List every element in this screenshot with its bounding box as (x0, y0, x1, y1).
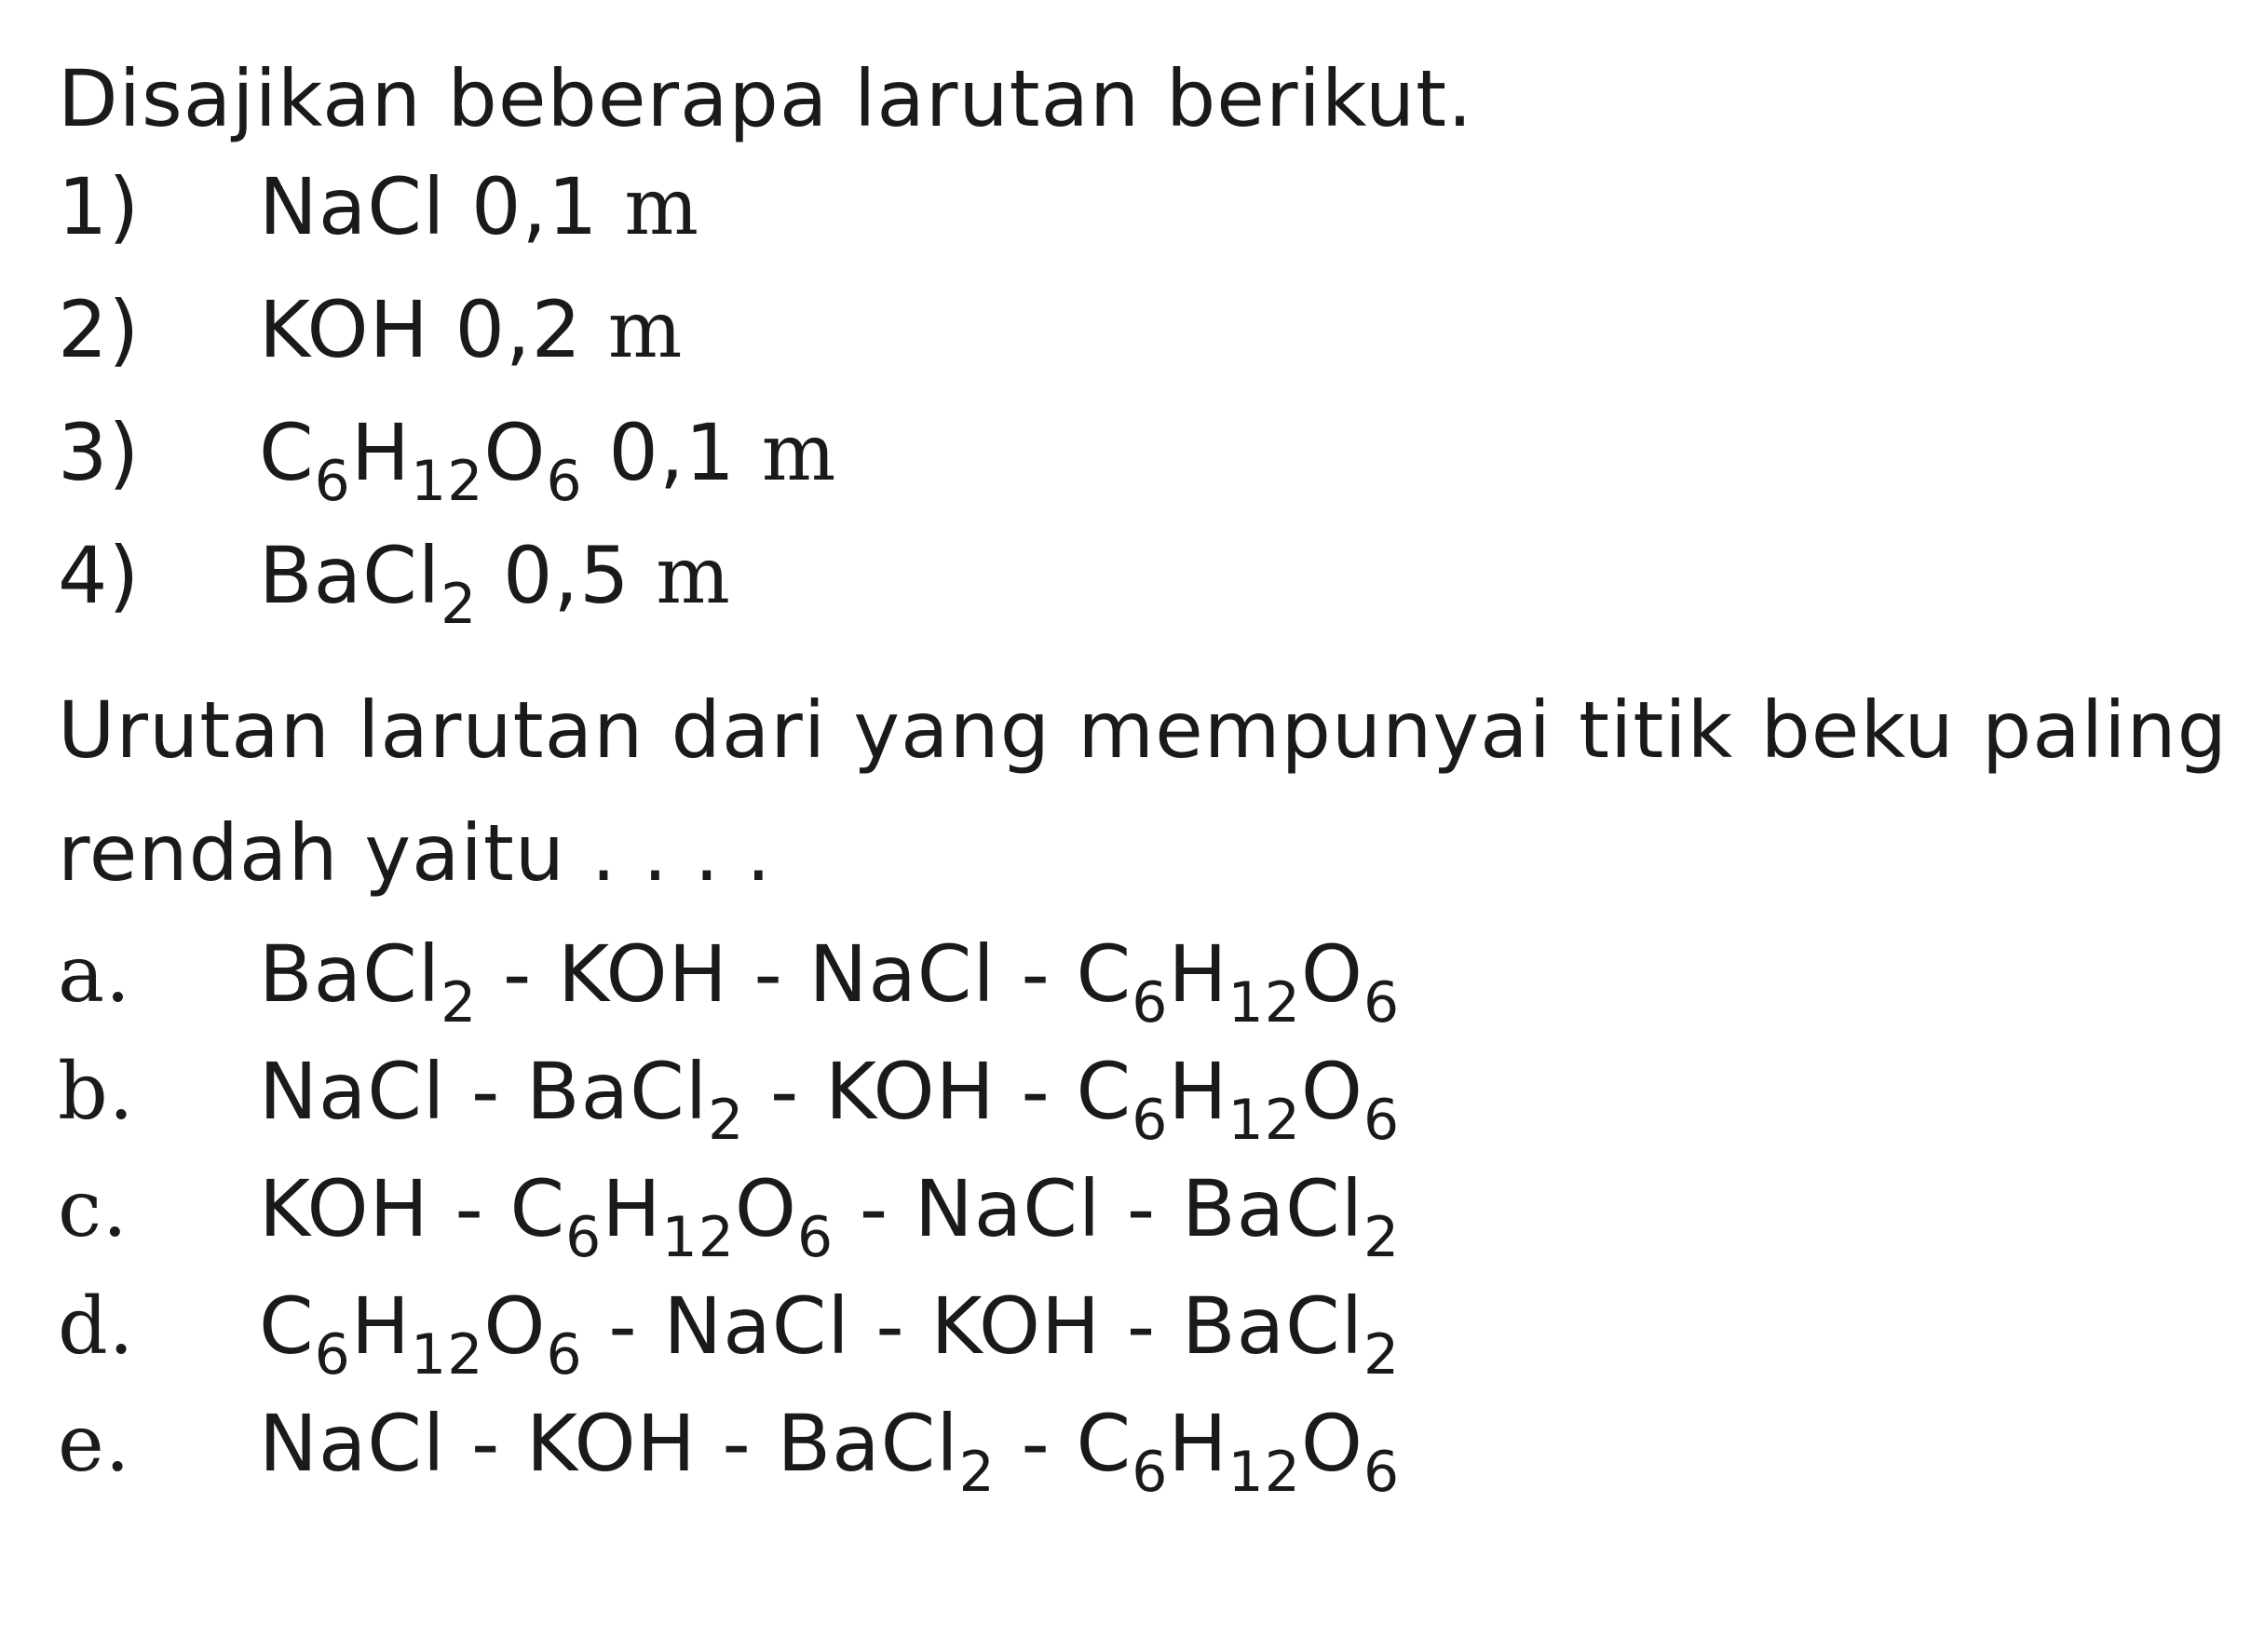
formula-subscript: 6 (1363, 970, 1401, 1036)
sequence-formula (259, 1280, 583, 1388)
formula-symbol: BaCl (259, 530, 441, 621)
sequence-separator: - (834, 1163, 915, 1254)
formula-symbol: C (1076, 1046, 1132, 1137)
formula-subscript: 12 (411, 1322, 484, 1388)
formula-symbol: NaCl (808, 928, 996, 1020)
formula-subscript: 6 (797, 1205, 834, 1270)
sequence-separator: - (445, 1046, 527, 1137)
sequence-formula (259, 928, 478, 1036)
formula-symbol: KOH (558, 928, 728, 1020)
molality-unit: m (624, 161, 699, 252)
sequence-formula (259, 1046, 445, 1137)
sequence-formula (663, 1280, 849, 1372)
question-text: Urutan larutan dari yang mempunyai titik beku paling rendah yaitu . . . . (58, 684, 2228, 899)
solute-formula (259, 284, 429, 375)
formula-symbol: O (1300, 928, 1364, 1020)
formula-symbol: O (1300, 1046, 1364, 1137)
formula-subscript: 6 (1132, 970, 1169, 1036)
option-letter: a. (58, 928, 131, 1020)
sequence-separator: - (1101, 1280, 1182, 1372)
formula-symbol: C (259, 1280, 315, 1372)
option-letter: c. (58, 1163, 129, 1254)
formula-symbol: NaCl (259, 1398, 446, 1489)
sequence-formula (1076, 1046, 1401, 1153)
formula-symbol: KOH (259, 1163, 429, 1254)
formula-subscript: 12 (1227, 1088, 1301, 1153)
sequence-separator: - (445, 1398, 527, 1489)
formula-subscript: 2 (958, 1440, 996, 1505)
formula-symbol: H (350, 1280, 412, 1372)
formula-symbol: C (259, 407, 315, 498)
formula-subscript: 12 (661, 1205, 735, 1270)
molality-unit: m (761, 407, 837, 498)
solution-item (58, 402, 2228, 525)
sequence-separator: - (995, 928, 1077, 1020)
solution-item (58, 525, 2228, 648)
sequence-separator: - (995, 1046, 1077, 1137)
sequence-separator: - (1101, 1163, 1182, 1254)
sequence-formula (509, 1163, 834, 1270)
sequence-formula (259, 1398, 445, 1489)
formula-symbol: BaCl (526, 1046, 709, 1137)
formula-symbol: BaCl (1181, 1163, 1364, 1254)
sequence-formula (1076, 1398, 1401, 1505)
problem-page (58, 48, 2228, 1510)
sequence-formula (1181, 1280, 1401, 1388)
formula-symbol: BaCl (259, 928, 441, 1020)
sequence-formula (1076, 928, 1401, 1036)
sequence-separator: - (696, 1398, 778, 1489)
molality-value: 0,2 (428, 284, 608, 375)
formula-symbol: NaCl (663, 1280, 850, 1372)
solution-list (58, 156, 2228, 648)
solute-formula (259, 161, 445, 252)
sequence-separator: - (744, 1046, 826, 1137)
molality-value: 0,1 (582, 407, 762, 498)
option-sequence (259, 1041, 1401, 1153)
formula-symbol: H (350, 407, 412, 498)
molality-unit: m (607, 284, 684, 375)
formula-symbol: BaCl (777, 1398, 959, 1489)
formula-symbol: H (1168, 1398, 1228, 1489)
intro-text: Disajikan beberapa larutan berikut. (58, 53, 1473, 144)
option-sequence (259, 1393, 1401, 1505)
sequence-formula (558, 928, 728, 1020)
sequence-separator: - (477, 928, 558, 1020)
formula-symbol: NaCl (259, 161, 446, 252)
formula-symbol: KOH (259, 284, 429, 375)
sequence-separator: - (428, 1163, 510, 1254)
molality-value: 0,1 (445, 161, 625, 252)
formula-symbol: O (1300, 1398, 1364, 1489)
formula-subscript: 6 (1363, 1440, 1401, 1505)
sequence-formula (777, 1398, 996, 1505)
solution-item (58, 279, 2228, 402)
formula-symbol: H (1168, 928, 1228, 1020)
formula-subscript: 2 (441, 970, 478, 1036)
formula-symbol: C (1076, 1398, 1132, 1489)
formula-subscript: 12 (1227, 970, 1301, 1036)
item-number: 3) (58, 407, 141, 498)
formula-subscript: 12 (411, 449, 484, 514)
option-sequence (259, 1276, 1401, 1388)
option-letter: d. (58, 1280, 135, 1372)
answer-option[interactable] (58, 1276, 2228, 1393)
formula-symbol: O (483, 407, 547, 498)
answer-option[interactable] (58, 1393, 2228, 1510)
formula-subscript: 6 (314, 449, 351, 514)
item-content (259, 156, 699, 257)
item-number: 1) (58, 161, 141, 252)
formula-subscript: 2 (1363, 1322, 1401, 1388)
formula-subscript: 6 (565, 1205, 603, 1270)
sequence-separator: - (995, 1398, 1077, 1489)
formula-symbol: H (1168, 1046, 1228, 1137)
item-content (259, 525, 731, 637)
formula-subscript: 6 (314, 1322, 351, 1388)
answer-option[interactable] (58, 1041, 2228, 1158)
answer-option[interactable] (58, 924, 2228, 1041)
formula-symbol: NaCl (914, 1163, 1102, 1254)
formula-symbol: C (509, 1163, 566, 1254)
item-content (259, 402, 837, 514)
solution-item (58, 156, 2228, 279)
sequence-formula (526, 1398, 697, 1489)
option-letter: b. (58, 1046, 135, 1137)
formula-subscript: 6 (1132, 1088, 1169, 1153)
solute-formula (259, 530, 478, 637)
solute-formula (259, 407, 583, 514)
item-content (259, 279, 683, 380)
formula-symbol: KOH (526, 1398, 697, 1489)
formula-subscript: 2 (708, 1088, 745, 1153)
formula-subscript: 2 (441, 572, 478, 637)
formula-subscript: 6 (1363, 1088, 1401, 1153)
formula-symbol: KOH (930, 1280, 1102, 1372)
sequence-formula (825, 1046, 996, 1137)
formula-symbol: H (602, 1163, 662, 1254)
option-letter: e. (58, 1398, 131, 1489)
sequence-separator: - (582, 1280, 664, 1372)
molality-unit: m (656, 530, 731, 621)
molality-value: 0,5 (477, 530, 657, 621)
sequence-formula (915, 1163, 1101, 1254)
answer-options (58, 924, 2228, 1510)
formula-symbol: O (483, 1280, 547, 1372)
formula-subscript: 12 (1227, 1440, 1301, 1505)
formula-symbol: NaCl (259, 1046, 446, 1137)
sequence-formula (526, 1046, 745, 1153)
formula-subscript: 6 (546, 1322, 583, 1388)
sequence-separator: - (849, 1280, 931, 1372)
formula-symbol: KOH (825, 1046, 996, 1137)
formula-subscript: 6 (1132, 1440, 1169, 1505)
sequence-formula (259, 1163, 429, 1254)
item-number: 2) (58, 284, 141, 375)
formula-subscript: 6 (546, 449, 583, 514)
formula-subscript: 2 (1363, 1205, 1401, 1270)
answer-option[interactable] (58, 1158, 2228, 1276)
sequence-formula (809, 928, 996, 1020)
sequence-separator: - (727, 928, 809, 1020)
item-number: 4) (58, 530, 141, 621)
sequence-formula (930, 1280, 1101, 1372)
option-sequence (259, 924, 1401, 1036)
option-sequence (259, 1158, 1401, 1270)
formula-symbol: O (734, 1163, 797, 1254)
formula-symbol: BaCl (1181, 1280, 1364, 1372)
formula-symbol: C (1076, 928, 1132, 1020)
sequence-formula (1181, 1163, 1401, 1270)
